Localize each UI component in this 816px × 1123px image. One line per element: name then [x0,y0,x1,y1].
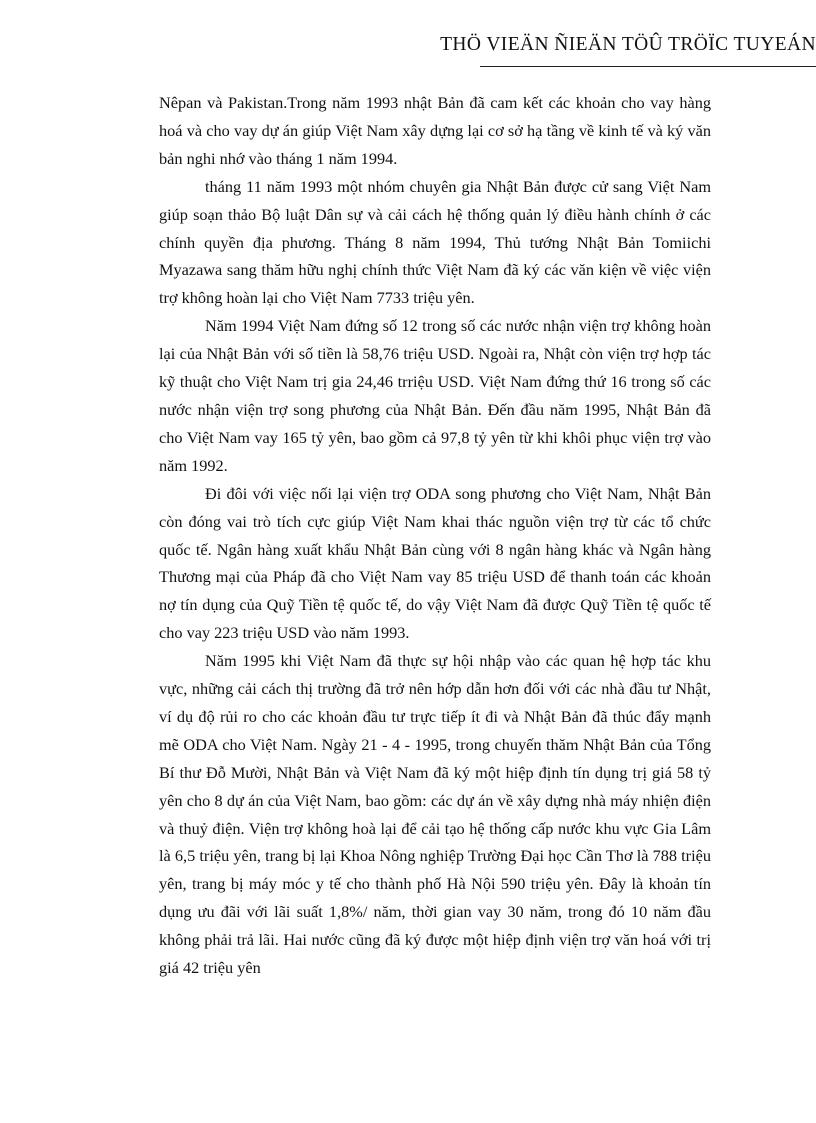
paragraph-2: tháng 11 năm 1993 một nhóm chuyên gia Nhật Bản được cử sang Việt Nam giúp soạn thảo Bộ luật Dân sự và cải cách hệ thống quản lý điều hành chính ở các chính quyền địa phương. Tháng 8 năm 1994, Thủ tướng Nhật Bản Tomiichi Myazawa sang thăm hữu nghị chính thức Việt Nam đã ký các văn kiện về việc viện trợ không hoàn lại cho Việt Nam 7733 triệu yên. [159,176,711,308]
paragraph-5: Năm 1995 khi Việt Nam đã thực sự hội nhập vào các quan hệ hợp tác khu vực, những cải cách thị trường đã trở nên hớp dẫn hơn đối với các nhà đầu tư Nhật, ví dụ độ rủi ro cho các khoản đầu tư trực tiếp ít đi và Nhật Bản đã thúc đẩy mạnh mẽ ODA cho Việt Nam. Ngày 21 - 4 - 1995, trong chuyến thăm Nhật Bản của Tổng Bí thư Đỗ Mười, Nhật Bản và Việt Nam đã ký một hiệp định tín dụng trị giá 58 tỷ yên cho 8 dự án của Việt Nam, bao gồm: các dự án về xây dựng nhà máy nhiện điện và thuỷ điện. Viện trợ không hoà lại để cải tạo hệ thống cấp nước khu vực Gia Lâm là 6,5 triệu yên, trang bị lại Khoa Nông nghiệp Trường Đại học Cần Thơ là 788 triệu yên, trang bị máy móc y tế cho thành phố Hà Nội 590 triệu yên. Đây là khoản tín dụng ưu đãi với lãi suất 1,8%/ năm, thời gian vay 30 năm, trong đó 10 năm đầu không phải trả lãi. Hai nước cũng đã ký được một hiệp định viện trợ văn hoá với trị giá 42 triệu yên [159,651,711,978]
paragraph-3: Năm 1994 Việt Nam đứng số 12 trong số các nước nhận viện trợ không hoàn lại của Nhật Bản với số tiền là 58,76 triệu USD. Ngoài ra, Nhật còn viện trợ hợp tác kỹ thuật cho Việt Nam trị gia 24,46 trriệu USD. Việt Nam đứng thứ 16 trong số các nước nhận viện trợ song phương của Nhật Bản. Đến đầu năm 1995, Nhật Bản đã cho Việt Nam vay 165 tỷ yên, bao gồm cả 97,8 tỷ yên từ khi khôi phục viện trợ vào năm 1992. [159,316,711,475]
paragraph-1: Nêpan và Pakistan.Trong năm 1993 nhật Bản đã cam kết các khoản cho vay hàng hoá và cho vay dự án giúp Việt Nam xây dựng lại cơ sở hạ tầng về kinh tế và ký văn bản nghi nhớ vào tháng 1 năm 1994. [159,93,711,168]
paragraph-4: Đi đôi với việc nối lại viện trợ ODA song phương cho Việt Nam, Nhật Bản còn đóng vai trò tích cực giúp Việt Nam khai thác nguồn viện trợ từ các tổ chức quốc tế. Ngân hàng xuất khẩu Nhật Bản cùng với 8 ngân hàng khác và Ngân hàng Thương mại của Pháp đã cho Việt Nam vay 85 triệu USD để thanh toán các khoản nợ tín dụng của Quỹ Tiền tệ quốc tế, do vậy Việt Nam đã được Quỹ Tiền tệ quốc tế cho vay 223 triệu USD vào năm 1993. [159,483,711,643]
page-header [440,28,816,67]
header-title: THÖ VIEÄN ÑIEÄN TÖÛ TRÖÏC TUYEÁN [440,34,816,55]
document-body [159,89,711,982]
